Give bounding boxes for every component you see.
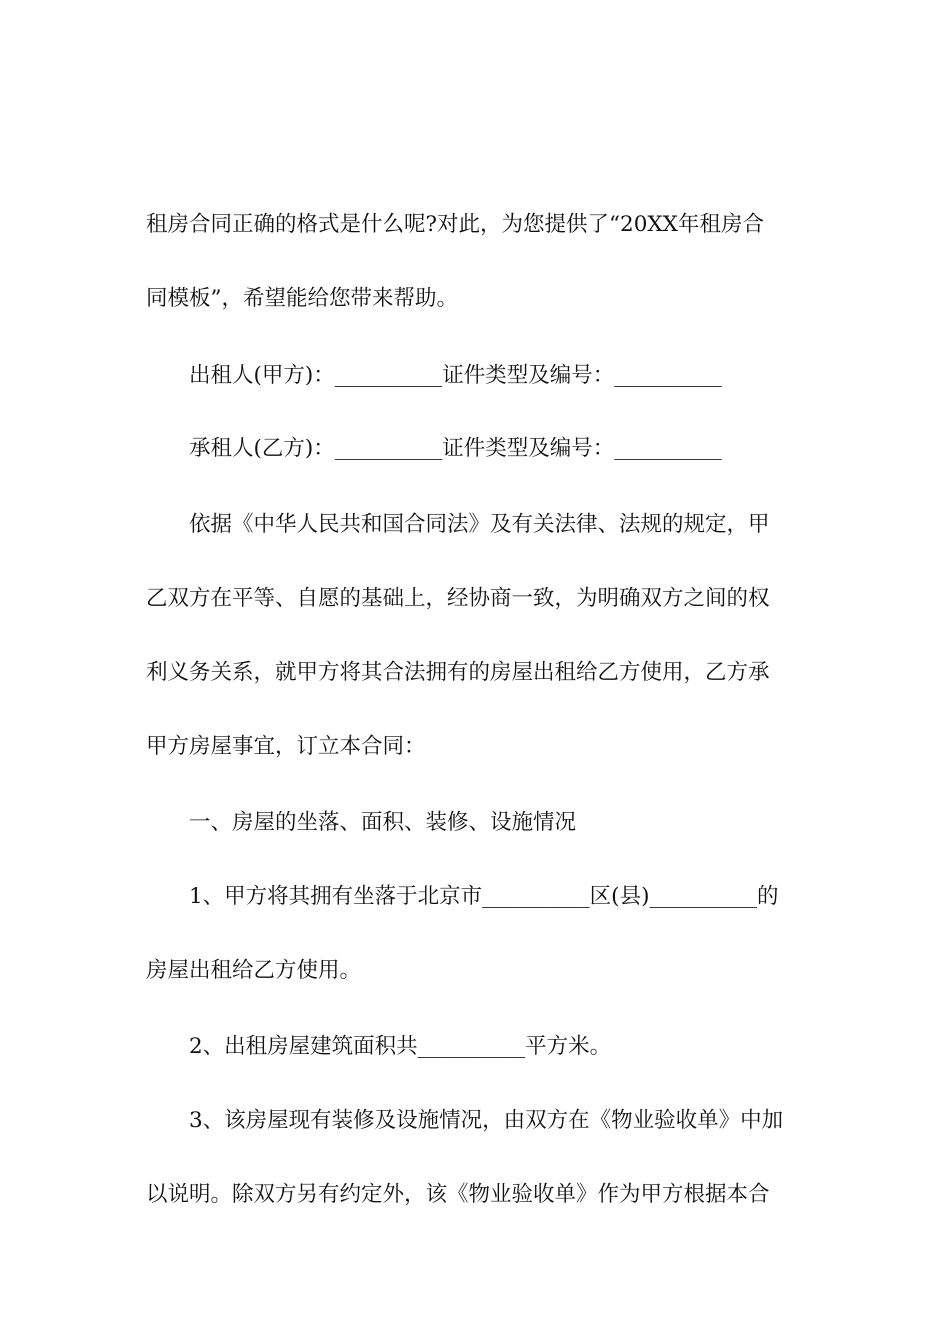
- clause-2-line: 2、出租房屋建筑面积共__________平方米。: [189, 1034, 612, 1059]
- paragraph-intro-line-2: 同模板”，希望能给您带来帮助。: [146, 286, 458, 311]
- paragraph-basis-line-3: 利义务关系，就甲方将其合法拥有的房屋出租给乙方使用，乙方承: [146, 660, 770, 685]
- paragraph-basis-line-1: 依据《中华人民共和国合同法》及有关法律、法规的规定，甲: [189, 512, 770, 537]
- clause-3-line-2: 以说明。除双方另有约定外，该《物业验收单》作为甲方根据本合: [146, 1182, 770, 1207]
- clause-1-line-2: 房屋出租给乙方使用。: [146, 958, 362, 983]
- clause-3-line-1: 3、该房屋现有装修及设施情况，由双方在《物业验收单》中加: [189, 1108, 784, 1133]
- paragraph-basis-line-4: 甲方房屋事宜，订立本合同：: [146, 734, 426, 759]
- section-heading-1: 一、房屋的坐落、面积、装修、设施情况: [189, 810, 577, 835]
- lessor-line: 出租人(甲方)：__________证件类型及编号：__________: [189, 363, 722, 388]
- paragraph-basis-line-2: 乙双方在平等、自愿的基础上，经协商一致，为明确双方之间的权: [146, 586, 770, 611]
- paragraph-intro-line-1: 租房合同正确的格式是什么呢?对此，为您提供了“20XX年租房合: [146, 212, 764, 237]
- lessee-line: 承租人(乙方)：__________证件类型及编号：__________: [189, 436, 722, 461]
- clause-1-line-1: 1、甲方将其拥有坐落于北京市__________区(县)__________的: [189, 884, 779, 909]
